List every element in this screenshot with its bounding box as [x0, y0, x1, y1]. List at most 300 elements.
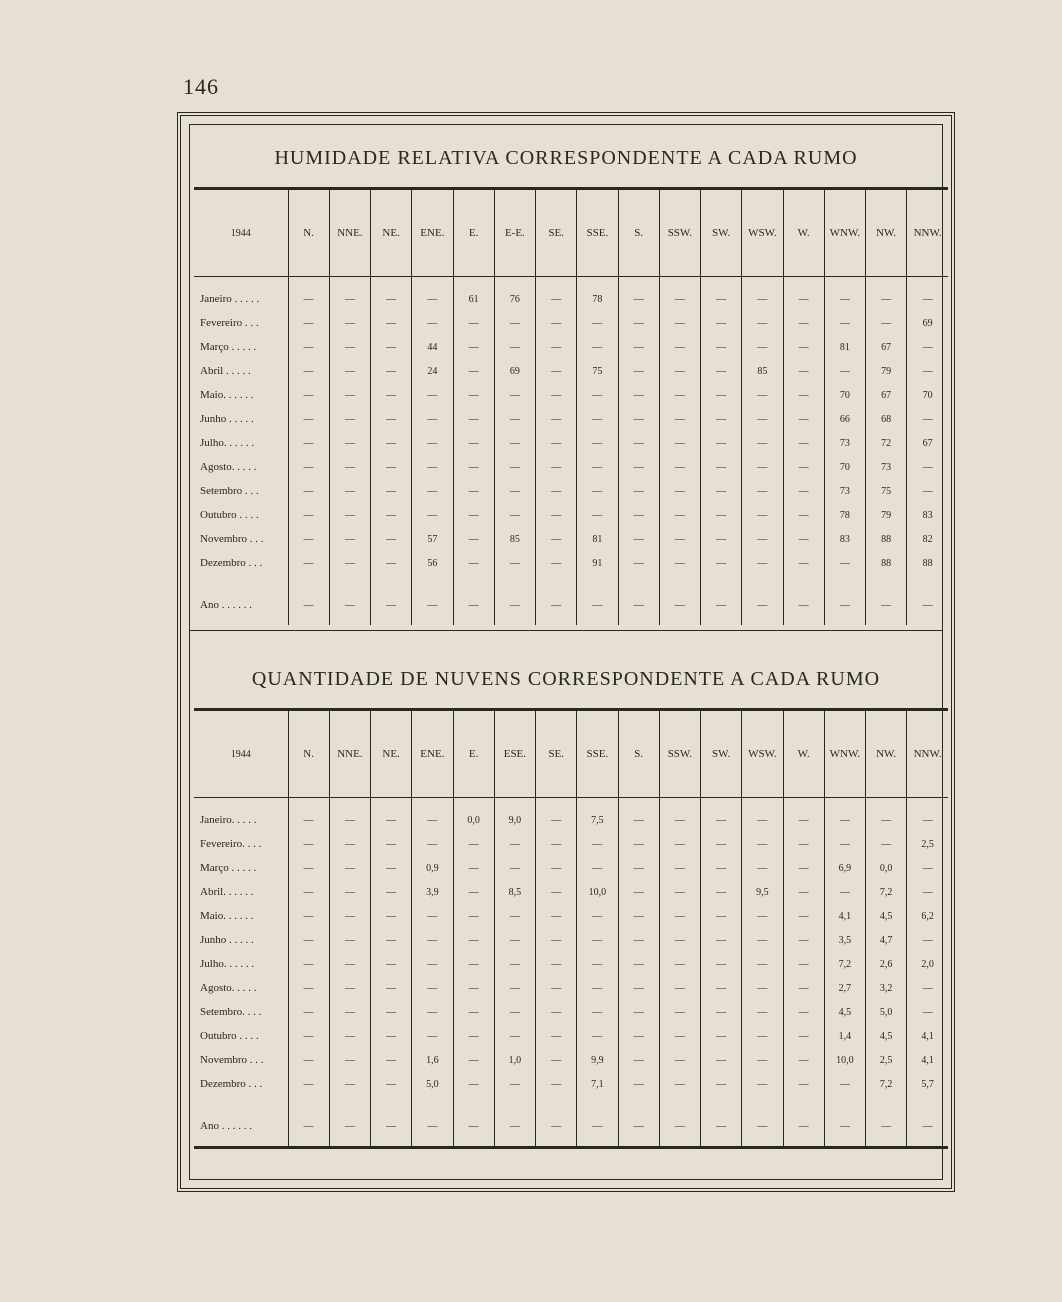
table-cell: — — [783, 928, 824, 952]
table-cell: 75 — [577, 359, 618, 383]
table-cell: — — [494, 1000, 535, 1024]
table-cell: — — [618, 383, 659, 407]
direction-header: WSW. — [742, 710, 783, 798]
direction-header: NW. — [866, 710, 907, 798]
table-cell: — — [701, 798, 742, 833]
table-cell: — — [371, 431, 412, 455]
table-cell: — — [329, 928, 370, 952]
table-cell: — — [494, 383, 535, 407]
table-cell: — — [494, 1024, 535, 1048]
table-cell: — — [701, 976, 742, 1000]
table-cell: 78 — [577, 277, 618, 312]
table-cell: 7,5 — [577, 798, 618, 833]
table-cell: — — [659, 503, 700, 527]
table-cell: — — [329, 575, 370, 625]
month-label: Agosto. . . . . — [200, 461, 257, 473]
table-cell: 6,2 — [907, 904, 948, 928]
table-cell: — — [659, 1096, 700, 1148]
table-cell: — — [412, 431, 453, 455]
table-cell: — — [371, 335, 412, 359]
table-cell: 2,0 — [907, 952, 948, 976]
table-cell: 81 — [577, 527, 618, 551]
table-cell: — — [536, 1072, 577, 1096]
table-cell: — — [577, 479, 618, 503]
table-cell: — — [329, 503, 370, 527]
direction-header: S. — [618, 710, 659, 798]
table-cell: — — [742, 952, 783, 976]
table-cell: — — [659, 431, 700, 455]
table-cell: — — [618, 976, 659, 1000]
month-label: Setembro . . . — [200, 485, 259, 497]
table-cell: 91 — [577, 551, 618, 575]
table-cell: — — [536, 335, 577, 359]
table-cell: — — [412, 1000, 453, 1024]
table-cell: — — [701, 407, 742, 431]
table-cell: — — [371, 359, 412, 383]
table-cell: — — [536, 407, 577, 431]
table-cell: — — [618, 928, 659, 952]
table-cell: — — [329, 904, 370, 928]
table-cell: — — [412, 798, 453, 833]
table-cell: — — [701, 383, 742, 407]
humidity-table — [194, 187, 948, 625]
table-cell: — — [701, 455, 742, 479]
table-cell: — — [659, 575, 700, 625]
table-cell: — — [371, 1048, 412, 1072]
table-cell: — — [536, 1048, 577, 1072]
table-row — [194, 407, 948, 431]
table-cell: — — [659, 928, 700, 952]
table-cell: — — [329, 277, 370, 312]
table-cell: — — [783, 277, 824, 312]
table-cell: — — [494, 904, 535, 928]
table-cell: — — [288, 551, 329, 575]
direction-header: SSW. — [659, 710, 700, 798]
table-cell: — — [412, 575, 453, 625]
table-cell: 56 — [412, 551, 453, 575]
table-cell: — — [701, 551, 742, 575]
table-cell: — — [494, 1072, 535, 1096]
table-cell: — — [453, 359, 494, 383]
table-cell: 7,2 — [824, 952, 865, 976]
table-cell: — — [742, 798, 783, 833]
table-cell: 44 — [412, 335, 453, 359]
table-inner-frame — [189, 124, 943, 1180]
table-cell: — — [536, 503, 577, 527]
table-cell: — — [494, 976, 535, 1000]
table-cell: — — [453, 952, 494, 976]
table-row — [194, 976, 948, 1000]
table-cell: — — [288, 856, 329, 880]
table-cell: — — [742, 1024, 783, 1048]
table-cell: — — [288, 1096, 329, 1148]
table-cell: 57 — [412, 527, 453, 551]
table-cell: — — [618, 1000, 659, 1024]
direction-header: NNW. — [907, 710, 948, 798]
table-cell: — — [371, 527, 412, 551]
table-cell: 0,9 — [412, 856, 453, 880]
table-cell: — — [742, 832, 783, 856]
table-cell: 7,1 — [577, 1072, 618, 1096]
table-cell: — — [536, 551, 577, 575]
table-cell: — — [907, 928, 948, 952]
table-cell: — — [907, 798, 948, 833]
table-cell: — — [577, 383, 618, 407]
table-cell: — — [783, 479, 824, 503]
table-cell: — — [494, 455, 535, 479]
table-cell: — — [783, 575, 824, 625]
table-cell: — — [577, 503, 618, 527]
table-cell: 3,9 — [412, 880, 453, 904]
direction-header: NW. — [866, 189, 907, 277]
table-cell: — — [783, 1024, 824, 1048]
table-cell: — — [329, 880, 370, 904]
table-cell: — — [577, 455, 618, 479]
table-cell: 3,5 — [824, 928, 865, 952]
table-row — [194, 551, 948, 575]
table-cell: — — [536, 1000, 577, 1024]
table-cell: — — [371, 856, 412, 880]
table-cell: — — [701, 335, 742, 359]
table-cell: — — [907, 277, 948, 312]
table-cell: — — [701, 904, 742, 928]
table-cell: — — [453, 1096, 494, 1148]
table-cell: 4,7 — [866, 928, 907, 952]
table-cell: 4,1 — [824, 904, 865, 928]
year-header: 1944 — [194, 189, 288, 277]
table-cell: — — [412, 383, 453, 407]
direction-header: WNW. — [824, 710, 865, 798]
table-cell: — — [536, 277, 577, 312]
table-cell: 85 — [494, 527, 535, 551]
table-cell: — — [618, 1024, 659, 1048]
table-cell: — — [494, 431, 535, 455]
table-cell: 81 — [824, 335, 865, 359]
table-cell: — — [453, 832, 494, 856]
table-cell: — — [618, 527, 659, 551]
month-label: Novembro . . . — [200, 1054, 264, 1066]
table-cell: — — [824, 277, 865, 312]
table-cell: — — [329, 407, 370, 431]
table-cell: 2,7 — [824, 976, 865, 1000]
table-cell: — — [783, 1096, 824, 1148]
table-cell: — — [536, 928, 577, 952]
table-cell: — — [371, 311, 412, 335]
table-cell: — — [329, 952, 370, 976]
table-cell: — — [371, 1072, 412, 1096]
table-cell: — — [288, 798, 329, 833]
table-cell: 6,9 — [824, 856, 865, 880]
table-cell: — — [453, 455, 494, 479]
table-row — [194, 952, 948, 976]
table-cell: — — [329, 1096, 370, 1148]
table-cell: — — [659, 832, 700, 856]
table-cell: — — [659, 976, 700, 1000]
direction-header: SE. — [536, 189, 577, 277]
table-cell: 83 — [824, 527, 865, 551]
table-cell: — — [701, 575, 742, 625]
table-cell: — — [371, 503, 412, 527]
table-cell: — — [742, 575, 783, 625]
table-cell: — — [412, 904, 453, 928]
table-cell: — — [329, 311, 370, 335]
table-cell: — — [371, 479, 412, 503]
table-cell: — — [866, 832, 907, 856]
table-cell: — — [453, 407, 494, 431]
month-label: Setembro. . . . — [200, 1006, 262, 1018]
table-cell: — — [866, 277, 907, 312]
month-label: Abril. . . . . . — [200, 886, 254, 898]
table-cell: — — [618, 277, 659, 312]
table-cell: — — [907, 1000, 948, 1024]
table-frame — [177, 112, 955, 1192]
table-cell: — — [659, 335, 700, 359]
table-cell: — — [371, 928, 412, 952]
table-cell: 61 — [453, 277, 494, 312]
table-cell: — — [659, 1000, 700, 1024]
table-bottom-rule — [194, 1148, 948, 1154]
table-cell: 75 — [866, 479, 907, 503]
table-cell: — — [536, 383, 577, 407]
table-cell: — — [453, 479, 494, 503]
table-cell: — — [783, 407, 824, 431]
table-cell: 69 — [494, 359, 535, 383]
table-cell: — — [453, 976, 494, 1000]
table-cell: — — [659, 551, 700, 575]
table-cell: — — [329, 335, 370, 359]
direction-header: W. — [783, 189, 824, 277]
table-cell: — — [701, 1024, 742, 1048]
table-cell: — — [742, 976, 783, 1000]
direction-header: SE. — [536, 710, 577, 798]
table-cell: — — [329, 1072, 370, 1096]
table-cell: 69 — [907, 311, 948, 335]
table-cell: 4,5 — [824, 1000, 865, 1024]
table-cell: — — [659, 856, 700, 880]
table-cell: — — [701, 311, 742, 335]
table-cell: — — [412, 277, 453, 312]
direction-header: WSW. — [742, 189, 783, 277]
table-cell: — — [577, 1096, 618, 1148]
table-cell: — — [701, 928, 742, 952]
table-row — [194, 832, 948, 856]
table-cell: — — [577, 311, 618, 335]
month-label: Maio. . . . . . — [200, 389, 254, 401]
table-cell: 0,0 — [453, 798, 494, 833]
table-cell: — — [288, 527, 329, 551]
table-cell: — — [494, 311, 535, 335]
year-header: 1944 — [194, 710, 288, 798]
table-cell: — — [288, 832, 329, 856]
table-cell: — — [371, 407, 412, 431]
table-cell: 78 — [824, 503, 865, 527]
table-cell: — — [742, 431, 783, 455]
direction-header: NNE. — [329, 189, 370, 277]
table-cell: — — [536, 431, 577, 455]
table-cell: — — [659, 479, 700, 503]
table-cell: — — [866, 575, 907, 625]
month-label: Ano . . . . . . — [200, 1120, 252, 1132]
table-cell: — — [288, 335, 329, 359]
table-cell: — — [907, 856, 948, 880]
table-cell: — — [494, 1096, 535, 1148]
table-cell: — — [288, 1072, 329, 1096]
table-cell: — — [453, 311, 494, 335]
table-cell: 68 — [866, 407, 907, 431]
table-cell: — — [494, 832, 535, 856]
table-cell: — — [824, 551, 865, 575]
table-cell: — — [783, 904, 824, 928]
table-cell: — — [618, 1072, 659, 1096]
table-cell: — — [824, 311, 865, 335]
humidity-title: HUMIDADE RELATIVA CORRESPONDENTE A CADA RUMO — [274, 147, 858, 169]
table-cell: — — [453, 1048, 494, 1072]
table-cell: 70 — [824, 383, 865, 407]
table-cell: — — [288, 575, 329, 625]
table-cell: — — [494, 503, 535, 527]
table-cell: — — [618, 359, 659, 383]
table-cell: 4,5 — [866, 1024, 907, 1048]
table-cell: — — [371, 832, 412, 856]
table-cell: 9,9 — [577, 1048, 618, 1072]
direction-header: NNE. — [329, 710, 370, 798]
table-cell: — — [494, 551, 535, 575]
table-cell: 88 — [907, 551, 948, 575]
table-cell: 5,7 — [907, 1072, 948, 1096]
month-label: Março . . . . . — [200, 341, 257, 353]
table-cell: — — [288, 407, 329, 431]
table-cell: — — [329, 431, 370, 455]
table-row — [194, 311, 948, 335]
table-cell: — — [371, 952, 412, 976]
table-cell: — — [536, 798, 577, 833]
table-cell: — — [329, 479, 370, 503]
table-cell: — — [701, 527, 742, 551]
table-cell: — — [577, 335, 618, 359]
table-cell: — — [783, 359, 824, 383]
table-cell: — — [783, 1048, 824, 1072]
table-cell: — — [701, 277, 742, 312]
table-cell: — — [742, 479, 783, 503]
table-row — [194, 880, 948, 904]
table-cell: — — [824, 1072, 865, 1096]
table-cell: — — [288, 383, 329, 407]
table-cell: — — [907, 455, 948, 479]
table-cell: — — [659, 277, 700, 312]
table-cell: — — [412, 455, 453, 479]
table-cell: — — [536, 1024, 577, 1048]
table-cell: — — [371, 575, 412, 625]
table-row — [194, 904, 948, 928]
table-cell: — — [371, 383, 412, 407]
table-cell: — — [288, 928, 329, 952]
table-cell: — — [371, 976, 412, 1000]
table-cell: — — [618, 952, 659, 976]
table-cell: 67 — [866, 383, 907, 407]
table-cell: — — [453, 856, 494, 880]
table-cell: — — [453, 383, 494, 407]
table-cell: — — [783, 1000, 824, 1024]
table-cell: — — [536, 479, 577, 503]
section-divider — [190, 630, 942, 631]
table-cell: — — [783, 335, 824, 359]
direction-header: E-E. — [494, 189, 535, 277]
annual-row — [194, 1096, 948, 1148]
table-row — [194, 527, 948, 551]
page-number: 146 — [183, 74, 219, 99]
table-cell: — — [453, 1024, 494, 1048]
table-cell: — — [742, 1000, 783, 1024]
table-cell: 79 — [866, 503, 907, 527]
table-cell: — — [824, 798, 865, 833]
table-cell: 4,1 — [907, 1024, 948, 1048]
table-cell: 70 — [907, 383, 948, 407]
table-cell: — — [412, 1096, 453, 1148]
table-row — [194, 856, 948, 880]
table-cell: — — [824, 832, 865, 856]
table-cell: 1,6 — [412, 1048, 453, 1072]
table-cell: — — [866, 798, 907, 833]
table-cell: — — [329, 832, 370, 856]
table-cell: — — [783, 431, 824, 455]
table-cell: — — [907, 335, 948, 359]
month-label: Outubro . . . . — [200, 509, 259, 521]
table-cell: — — [412, 952, 453, 976]
table-cell: — — [412, 1024, 453, 1048]
table-row — [194, 431, 948, 455]
table-cell: — — [742, 407, 783, 431]
table-cell: — — [701, 359, 742, 383]
table-cell: — — [701, 503, 742, 527]
table-cell: — — [824, 1096, 865, 1148]
table-cell: 10,0 — [577, 880, 618, 904]
table-cell: 3,2 — [866, 976, 907, 1000]
table-cell: — — [494, 407, 535, 431]
table-cell: 9,5 — [742, 880, 783, 904]
table-cell: — — [783, 527, 824, 551]
month-label: Novembro . . . — [200, 533, 264, 545]
month-label: Maio. . . . . . — [200, 910, 254, 922]
table-cell: — — [659, 880, 700, 904]
table-cell: 88 — [866, 527, 907, 551]
table-cell: — — [659, 1048, 700, 1072]
table-cell: — — [453, 575, 494, 625]
table-cell: — — [742, 928, 783, 952]
table-cell: — — [618, 479, 659, 503]
table-cell: 79 — [866, 359, 907, 383]
table-cell: — — [288, 311, 329, 335]
table-cell: — — [618, 431, 659, 455]
direction-header: N. — [288, 710, 329, 798]
table-cell: — — [329, 359, 370, 383]
table-cell: — — [701, 1072, 742, 1096]
month-label: Outubro . . . . — [200, 1030, 259, 1042]
table-cell: — — [907, 575, 948, 625]
table-cell: — — [783, 383, 824, 407]
table-cell: 67 — [866, 335, 907, 359]
annual-row — [194, 575, 948, 625]
table-row — [194, 359, 948, 383]
table-cell: — — [824, 880, 865, 904]
table-cell: — — [783, 455, 824, 479]
table-cell: — — [701, 1048, 742, 1072]
table-cell: — — [494, 952, 535, 976]
table-cell: — — [536, 527, 577, 551]
table-cell: — — [783, 798, 824, 833]
table-cell: — — [453, 431, 494, 455]
table-cell: 2,5 — [907, 832, 948, 856]
table-cell: — — [494, 479, 535, 503]
